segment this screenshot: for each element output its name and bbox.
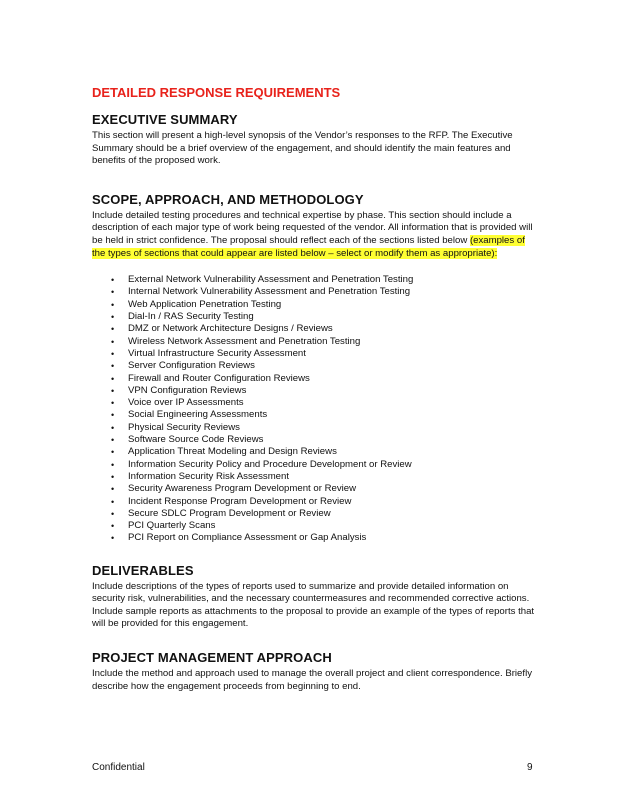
list-item-text: PCI Quarterly Scans [128, 520, 216, 532]
list-item [92, 532, 540, 544]
list-item [92, 508, 540, 520]
bullet-icon: • [111, 312, 115, 323]
executive-summary-heading: EXECUTIVE SUMMARY [92, 112, 238, 127]
project-management-heading: PROJECT MANAGEMENT APPROACH [92, 650, 332, 666]
bullet-icon: • [111, 484, 115, 495]
list-item [92, 422, 540, 434]
scope-bullet-list [92, 274, 540, 545]
list-item [92, 323, 540, 335]
list-item-text: Wireless Network Assessment and Penetration Testing [128, 335, 361, 347]
list-item [92, 434, 540, 446]
list-item [92, 348, 540, 360]
list-item-text: Firewall and Router Configuration Reviews [128, 372, 310, 384]
project-management-body: Include the method and approach used to manage the overall project and client correspondence. Briefly describe how the engagement proceeds from beginning to end. [92, 668, 532, 692]
deliverables-heading: DELIVERABLES [92, 562, 194, 578]
list-item [92, 311, 540, 323]
list-item [92, 397, 540, 409]
scope-body [92, 210, 540, 260]
section-scope [92, 192, 540, 545]
bullet-icon: • [111, 287, 115, 298]
bullet-icon: • [111, 348, 115, 359]
bullet-icon: • [111, 508, 115, 519]
bullet-icon: • [111, 275, 115, 286]
list-item [92, 446, 540, 458]
list-item-text: Server Configuration Reviews [128, 360, 255, 372]
list-item [92, 299, 540, 311]
list-item-text: Information Security Risk Assessment [128, 470, 290, 482]
list-item-text: VPN Configuration Reviews [128, 384, 247, 396]
list-item-text: Software Source Code Reviews [128, 434, 264, 446]
section-project-management [92, 650, 540, 693]
section-executive-summary [92, 112, 540, 168]
bullet-icon: • [111, 422, 115, 433]
list-item-text: Dial-In / RAS Security Testing [128, 311, 254, 323]
list-item [92, 373, 540, 385]
list-item-text: DMZ or Network Architecture Designs / Reviews [128, 323, 333, 335]
list-item [92, 409, 540, 421]
list-item [92, 336, 540, 348]
main-heading: DETAILED RESPONSE REQUIREMENTS [92, 85, 341, 100]
bullet-icon: • [111, 373, 115, 384]
bullet-icon: • [111, 533, 115, 544]
list-item-text: Application Threat Modeling and Design Reviews [128, 446, 337, 458]
bullet-icon: • [111, 459, 115, 470]
list-item [92, 360, 540, 372]
list-item [92, 483, 540, 495]
list-item-text: PCI Report on Compliance Assessment or Gap Analysis [128, 532, 367, 544]
footer-page-number: 9 [527, 762, 533, 773]
bullet-icon: • [111, 435, 115, 446]
list-item [92, 274, 540, 286]
scope-heading: SCOPE, APPROACH, AND METHODOLOGY [92, 191, 364, 207]
list-item [92, 496, 540, 508]
list-item-text: Web Application Penetration Testing [128, 298, 282, 310]
scope-body-text: Include detailed testing procedures and technical expertise by phase. This section should include a description of each major type of work being requested of the vendor. All information that is provided will be held in strict confidence. The proposal should reflect each of the sections listed below [92, 209, 533, 246]
scope-highlight-text: (examples of the types of sections that could appear are listed below – select or modify them as appropriate): [92, 234, 525, 259]
bullet-icon: • [111, 410, 115, 421]
list-item-text: Incident Response Program Development or Review [128, 495, 352, 507]
bullet-icon: • [111, 299, 115, 310]
bullet-icon: • [111, 471, 115, 482]
list-item-text: Social Engineering Assessments [128, 409, 268, 421]
list-item [92, 471, 540, 483]
section-deliverables [92, 563, 540, 631]
list-item-text: Virtual Infrastructure Security Assessment [128, 347, 306, 359]
bullet-icon: • [111, 324, 115, 335]
list-item [92, 520, 540, 532]
deliverables-body: Include descriptions of the types of reports used to summarize and provide detailed information on security risk, vulnerabilities, and the necessary countermeasures and recommended corrective actions. Include sample reports as attachments to the proposal to provide an example of the types of reports that will be provided for this engagement. [92, 580, 535, 630]
list-item [92, 459, 540, 471]
list-item-text: Voice over IP Assessments [128, 397, 244, 409]
bullet-icon: • [111, 398, 115, 409]
bullet-icon: • [111, 496, 115, 507]
list-item [92, 385, 540, 397]
document-content [92, 85, 540, 693]
bullet-icon: • [111, 385, 115, 396]
footer-confidential: Confidential [92, 762, 145, 773]
bullet-icon: • [111, 361, 115, 372]
list-item-text: Information Security Policy and Procedure Development or Review [128, 458, 412, 470]
list-item-text: Internal Network Vulnerability Assessment and Penetration Testing [128, 286, 411, 298]
bullet-icon: • [111, 447, 115, 458]
bullet-icon: • [111, 336, 115, 347]
list-item-text: Security Awareness Program Development or Review [128, 483, 357, 495]
list-item-text: External Network Vulnerability Assessment and Penetration Testing [128, 274, 414, 286]
bullet-icon: • [111, 521, 115, 532]
executive-summary-body: This section will present a high-level synopsis of the Vendor’s responses to the RFP. The Executive Summary should be a brief overview of the engagement, and should identify the main features and benefits of the proposed work. [92, 130, 513, 167]
list-item [92, 286, 540, 298]
list-item-text: Secure SDLC Program Development or Review [128, 507, 331, 519]
list-item-text: Physical Security Reviews [128, 421, 240, 433]
